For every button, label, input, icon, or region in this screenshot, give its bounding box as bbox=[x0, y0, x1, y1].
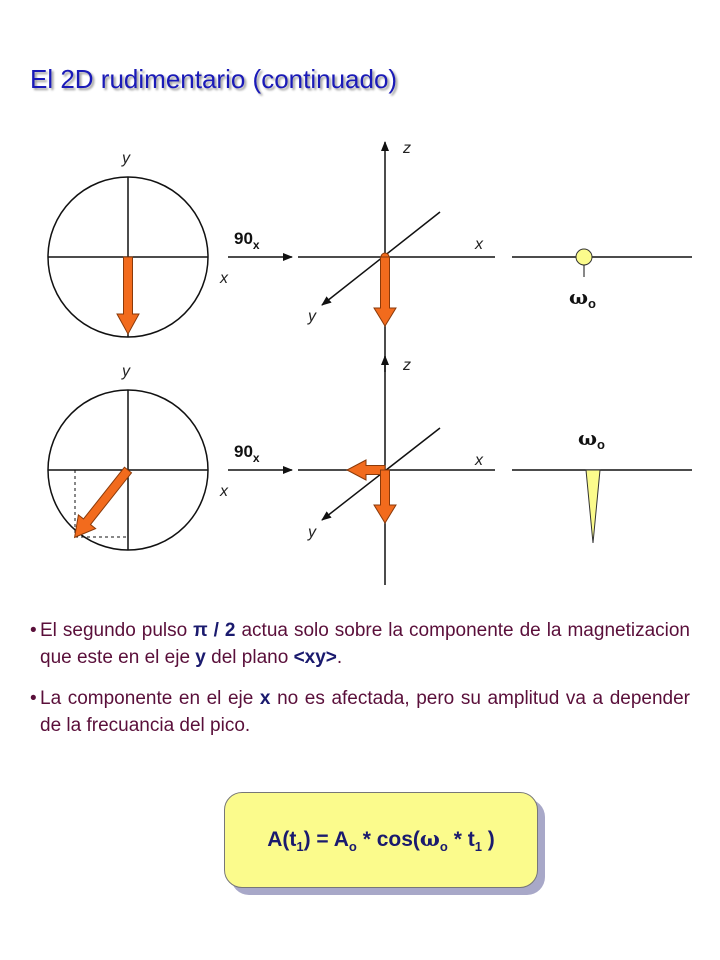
x-axis-label: x bbox=[475, 452, 483, 469]
z-axis-label: z bbox=[403, 140, 411, 157]
bullet-list bbox=[30, 617, 690, 753]
row2-3d-axes bbox=[298, 356, 495, 585]
bullet-text: El segundo pulso π / 2 actua solo sobre la componente de la magnetizacion que este en el eje y del plano <xy>. bbox=[40, 620, 690, 668]
row1-3d-axes bbox=[298, 140, 495, 372]
pulse-label: $90_x$ bbox=[234, 229, 260, 252]
y-axis-label: y bbox=[308, 308, 316, 325]
magnetization-vector bbox=[117, 257, 139, 334]
y-axis-label: y bbox=[122, 363, 130, 380]
bullet-item bbox=[30, 617, 690, 671]
amplitude-formula: $A(t_1) = A_o * \cos(\omega_o * t_1$ ) bbox=[267, 825, 495, 855]
magnetization-vector bbox=[66, 463, 137, 544]
bullet-dot: • bbox=[30, 620, 37, 641]
row1-pulse bbox=[228, 229, 292, 257]
omega-label: $\omega_o$ bbox=[569, 285, 596, 311]
y-axis-label: y bbox=[122, 150, 130, 167]
z-component-vector bbox=[374, 470, 396, 523]
omega-label: $\omega_o$ bbox=[578, 426, 605, 452]
row1-circle-diagram bbox=[48, 150, 229, 337]
row1-spectrum bbox=[512, 249, 692, 311]
z-axis-label: z bbox=[403, 357, 411, 374]
x-axis-label: x bbox=[220, 483, 228, 500]
row2-circle-diagram bbox=[48, 363, 229, 550]
peak-dot bbox=[576, 249, 592, 265]
pulse-label: $90_x$ bbox=[234, 442, 260, 465]
row2-spectrum bbox=[512, 426, 692, 543]
row2-pulse bbox=[228, 442, 292, 470]
magnetization-vector bbox=[374, 257, 396, 326]
inverted-peak bbox=[586, 470, 600, 543]
page-title: El 2D rudimentario (continuado) bbox=[30, 64, 398, 94]
x-axis-label: x bbox=[220, 270, 228, 287]
x-axis-label: x bbox=[475, 236, 483, 253]
bullet-item bbox=[30, 685, 690, 739]
bullet-dot: • bbox=[30, 688, 37, 709]
y-axis-label: y bbox=[308, 524, 316, 541]
bullet-text: La componente en el eje x no es afectada, pero su amplitud va a depender de la frecuancia del pico. bbox=[40, 688, 690, 736]
formula-box bbox=[224, 792, 538, 888]
x-component-vector bbox=[347, 460, 385, 480]
